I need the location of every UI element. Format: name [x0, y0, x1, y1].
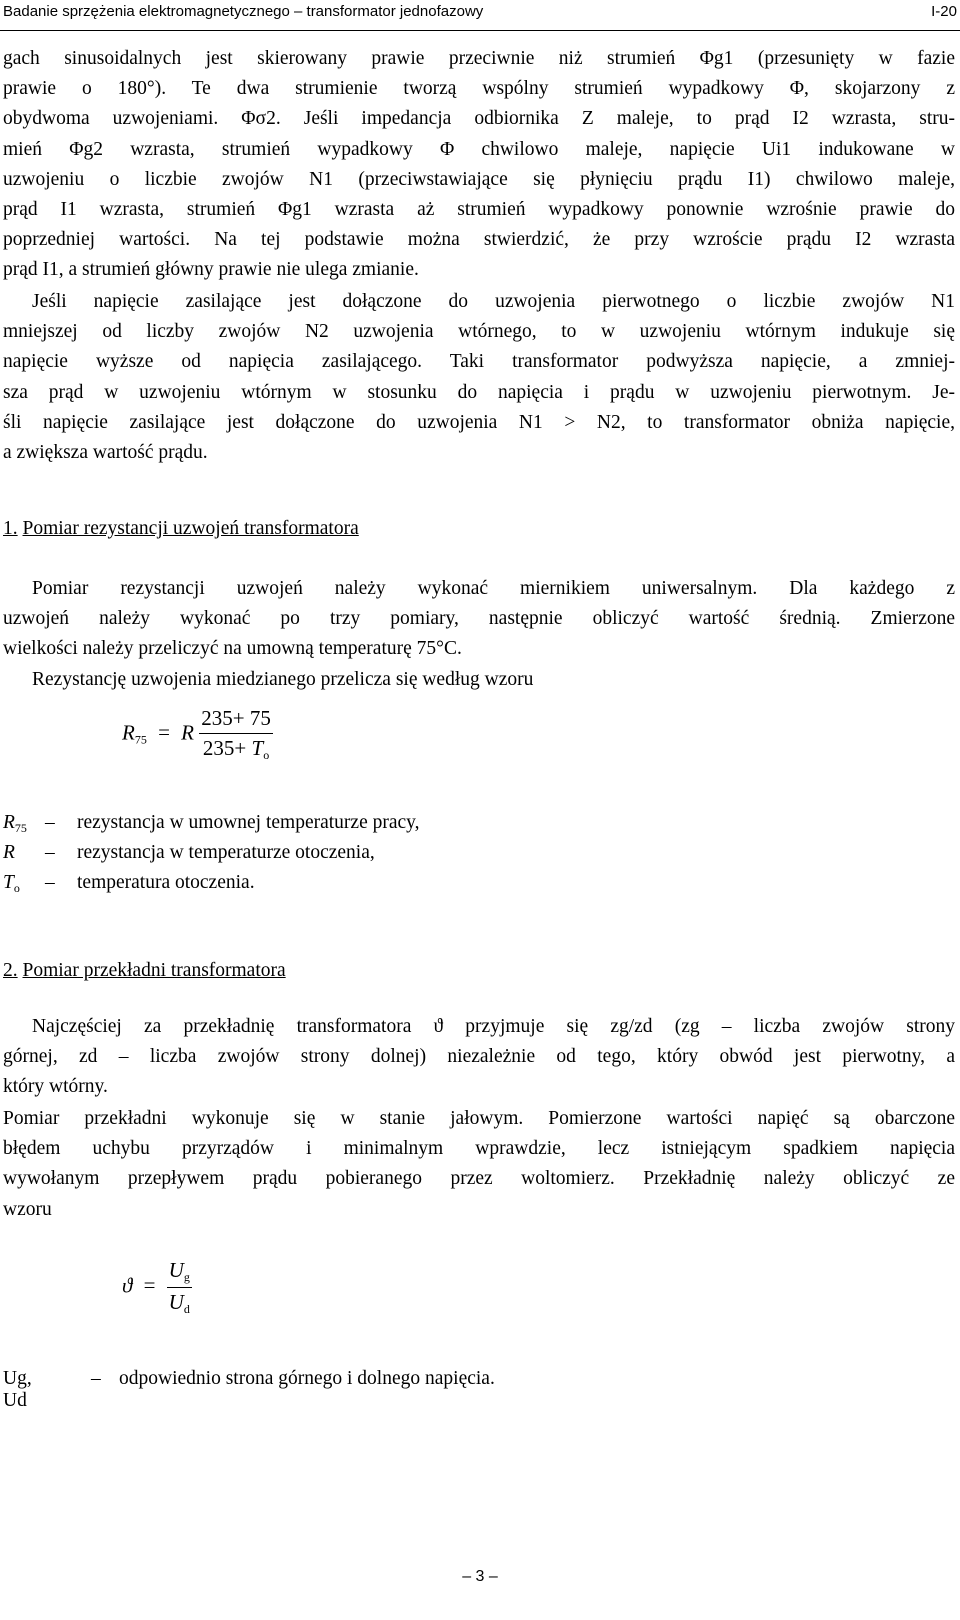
text-line: uzwojeń należy wykonać po trzy pomiary, następnie obliczyć wartość średnią. Zmierzone: [3, 608, 955, 630]
definition-symbol: [3, 812, 27, 836]
formula-symbol: R: [181, 720, 194, 745]
paragraph-resistance-measurement: [3, 574, 955, 695]
formula-denominator: [199, 733, 273, 763]
definition-dash: –: [45, 872, 55, 893]
text-line: Pomiar rezystancji uzwojeń należy wykonać miernikiem uniwersalnym. Dla każdego z: [32, 578, 955, 599]
definition-symbol: [3, 842, 15, 866]
text-line: obydwoma uzwojeniami. Φσ2. Jeśli impedancja odbiornika Z maleje, to prąd I2 wzrasta, stru-: [3, 108, 955, 130]
section-number: 2.: [3, 960, 18, 981]
symbol-letter: R: [3, 812, 15, 833]
symbol-letter: T: [3, 872, 14, 893]
formula-numerator: 235+ 75: [201, 706, 271, 730]
text-line: wywołanym przepływem prądu pobieranego przez woltomierz. Przekładnię należy obliczyć ze: [3, 1168, 955, 1190]
text-line: błędem uchybu przyrządów i minimalnym wprawdzie, lecz istniejącym spadkiem napięcia: [3, 1138, 955, 1160]
text-line: prawie o 180°). Te dwa strumienie tworzą wspólny strumień wypadkowy Φ, skojarzony z: [3, 78, 955, 100]
formula-symbol: R: [122, 720, 135, 745]
text-line: wielkości należy przeliczyć na umowną temperaturę 75°C.: [3, 638, 462, 660]
paragraph-ratio-definition: [3, 1012, 955, 1103]
definition-text: rezystancja w umownej temperaturze pracy,: [77, 812, 420, 833]
text-line: który wtórny.: [3, 1076, 108, 1098]
definition-symbol: Ug, Ud: [3, 1368, 32, 1411]
formula-ratio: [122, 1258, 192, 1317]
definition-text: rezystancja w temperaturze otoczenia,: [77, 842, 375, 863]
header-section-code: I-20: [931, 3, 957, 20]
symbol-subscript: 75: [14, 821, 27, 835]
page-header: [0, 0, 960, 31]
text-line: poprzedniej wartości. Na tej podstawie można stwierdzić, że przy wzroście prądu I2 wzrasta: [3, 229, 955, 251]
definition-text: temperatura otoczenia.: [77, 872, 255, 893]
text-line: Pomiar przekładni wykonuje się w stanie jałowym. Pomierzone wartości napięć są obarczone: [3, 1108, 955, 1129]
text-line: a zwiększa wartość prądu.: [3, 442, 208, 464]
text-line: Rezystancję uzwojenia miedzianego przelicza się według wzoru: [32, 668, 534, 690]
definition-symbol: [3, 872, 20, 896]
section-number: 1.: [3, 518, 18, 539]
section-title: Pomiar rezystancji uzwojeń transformatora: [22, 518, 359, 539]
formula-subscript: o: [263, 748, 270, 762]
formula-fraction: [199, 706, 273, 763]
section-heading-1: [3, 518, 359, 540]
text-line: Najczęściej za przekładnię transformatora ϑ przyjmuje się zg/zd (zg – liczba zwojów strony: [32, 1016, 955, 1037]
formula-subscript: d: [183, 1302, 190, 1316]
formula-r75: [122, 706, 273, 763]
paragraph-step-up-down: [3, 287, 955, 468]
formula-symbol: U: [168, 1258, 184, 1282]
formula-equals: =: [158, 720, 170, 745]
section-title: Pomiar przekładni transformatora: [22, 960, 286, 981]
paragraph-ratio-measurement: [3, 1104, 955, 1225]
definition-dash: –: [91, 1368, 101, 1389]
text-line: wzoru: [3, 1198, 52, 1220]
formula-numerator: [167, 1258, 192, 1287]
formula-denominator: [167, 1287, 192, 1317]
formula-subscript: 75: [134, 732, 147, 747]
formula-fraction: [167, 1258, 192, 1317]
text-line: Jeśli napięcie zasilające jest dołączone do uzwojenia pierwotnego o liczbie zwojów N1: [32, 291, 955, 312]
formula-symbol: ϑ: [122, 1273, 133, 1298]
formula-symbol: U: [168, 1290, 184, 1314]
text-line: mniejszej od liczby zwojów N2 uzwojenia wtórnego, to w uzwojeniu wtórnym indukuje się: [3, 321, 955, 343]
text-line: prąd I1 wzrasta, strumień Φg1 wzrasta aż strumień wypadkowy ponownie wzrośnie prawie do: [3, 199, 955, 221]
text-line: gach sinusoidalnych jest skierowany prawie przeciwnie niż strumień Φg1 (przesunięty w fazie: [3, 48, 955, 69]
formula-subscript: g: [183, 1270, 190, 1284]
text-line: mień Φg2 wzrasta, strumień wypadkowy Φ chwilowo maleje, napięcie Ui1 indukowane w: [3, 138, 955, 160]
formula-equals: =: [143, 1273, 156, 1298]
symbol-letter: R: [3, 842, 15, 863]
paragraph-magnetic-flux: [3, 44, 955, 286]
formula-symbol: T: [251, 736, 264, 760]
definition-dash: –: [45, 842, 55, 863]
page-number: – 3 –: [462, 1568, 498, 1585]
header-title: Badanie sprzężenia elektromagnetycznego – transformator jednofazowy: [3, 3, 484, 20]
text-line: prąd I1, a strumień główny prawie nie ulega zmianie.: [3, 259, 419, 281]
denominator-constant: 235+: [202, 736, 252, 760]
text-line: śli napięcie zasilające jest dołączone do uzwojenia N1 > N2, to transformator obniża napięcie,: [3, 411, 955, 433]
text-line: górnej, zd – liczba zwojów strony dolnej) niezależnie od tego, który obwód jest pierwotny, a: [3, 1046, 955, 1068]
section-heading-2: [3, 960, 286, 982]
symbol-subscript: o: [13, 881, 20, 895]
text-line: uzwojeniu o liczbie zwojów N1 (przeciwstawiające się płynięciu prądu I1) chwilowo maleje,: [3, 168, 955, 190]
definition-dash: –: [45, 812, 55, 833]
text-line: napięcie wyższe od napięcia zasilającego. Taki transformator podwyższa napięcie, a zmniej-: [3, 351, 955, 373]
definition-text: odpowiednio strona górnego i dolnego napięcia.: [119, 1368, 495, 1389]
text-line: sza prąd w uzwojeniu wtórnym w stosunku do napięcia i prądu w uzwojeniu pierwotnym. Je-: [3, 381, 955, 403]
